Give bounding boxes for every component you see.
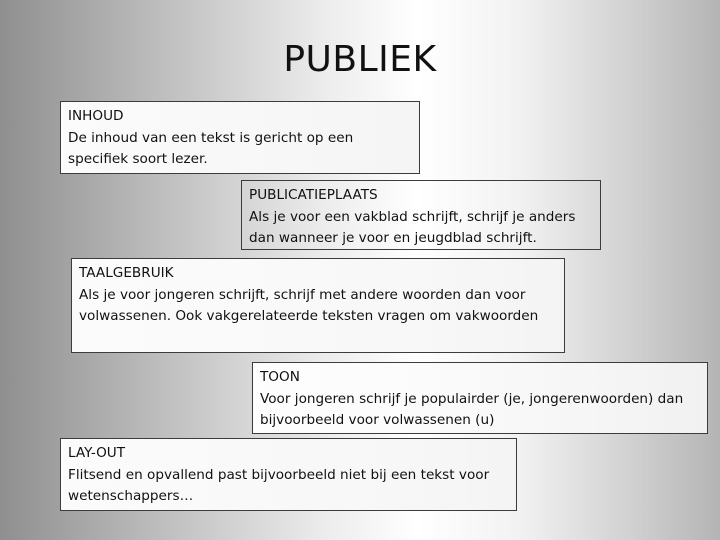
lay-out-box [60,438,517,511]
lay-out-heading: LAY-OUT [68,445,126,461]
toon-text: Voor jongeren schrijf je populairder (je, jongerenwoorden) dan bijvoorbeeld voor volwassenen (u) [260,390,684,428]
taalgebruik-box [71,258,565,353]
publicatieplaats-text: Als je voor een vakblad schrijft, schrijf je anders dan wanneer je voor en jeugdblad schrijft. [249,208,576,246]
lay-out-text: Flitsend en opvallend past bijvoorbeeld niet bij een tekst voor wetenschappers… [68,466,490,504]
toon-heading: TOON [260,369,300,385]
inhoud-heading: INHOUD [68,108,124,124]
inhoud-text: De inhoud van een tekst is gericht op een specifiek soort lezer. [68,129,354,167]
publicatieplaats-heading: PUBLICATIEPLAATS [249,187,378,203]
inhoud-box [60,101,420,174]
slide-title: PUBLIEK [283,39,437,80]
taalgebruik-heading: TAALGEBRUIK [79,265,174,281]
toon-box [252,362,708,434]
taalgebruik-text: Als je voor jongeren schrijft, schrijf met andere woorden dan voor volwassenen. Ook vakgerelateerde teksten vragen om vakwoorden [79,286,539,324]
publicatieplaats-box [241,180,601,250]
